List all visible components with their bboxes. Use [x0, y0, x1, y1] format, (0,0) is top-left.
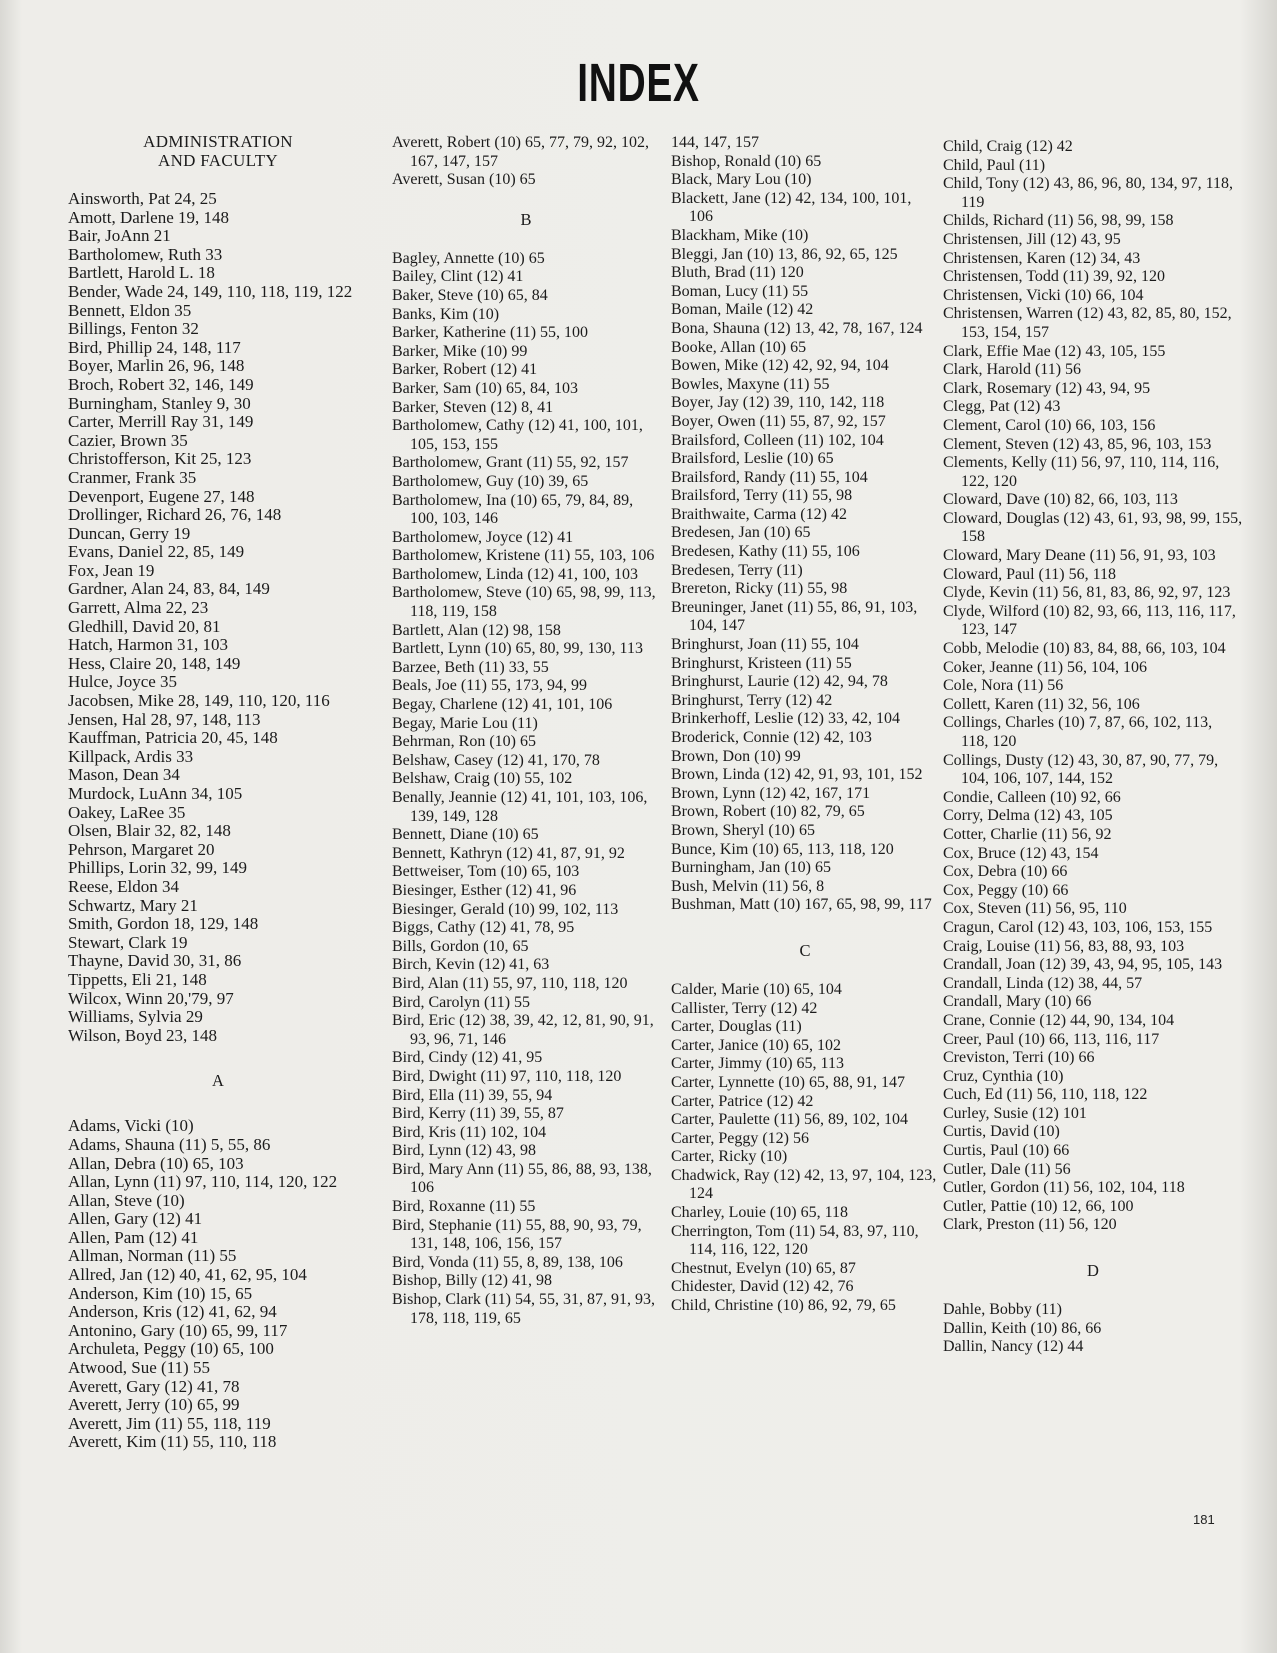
- index-entry: Carter, Lynnette (10) 65, 88, 91, 147: [671, 1073, 905, 1091]
- index-entry: Carter, Merrill Ray 31, 149: [68, 412, 254, 432]
- page-title: INDEX: [577, 53, 700, 113]
- index-entry: Dallin, Keith (10) 86, 66: [943, 1319, 1102, 1337]
- index-entry: Craig, Louise (11) 56, 83, 88, 93, 103: [943, 937, 1185, 955]
- index-entry: Killpack, Ardis 33: [68, 746, 194, 766]
- index-entry: Behrman, Ron (10) 65: [392, 733, 536, 751]
- index-entry: Bona, Shauna (12) 13, 42, 78, 167, 124: [671, 319, 923, 337]
- index-entry: Child, Tony (12) 43, 86, 96, 80, 134, 97, 118, 119: [943, 175, 1237, 211]
- index-entry: Biesinger, Gerald (10) 99, 102, 113: [392, 900, 619, 918]
- index-entry: Coker, Jeanne (11) 56, 104, 106: [943, 658, 1148, 676]
- index-entry: Burningham, Jan (10) 65: [671, 859, 831, 877]
- index-entry: Archuleta, Peggy (10) 65, 100: [68, 1339, 274, 1359]
- index-entry: Allred, Jan (12) 40, 41, 62, 95, 104: [68, 1265, 307, 1285]
- index-entry: Ainsworth, Pat 24, 25: [68, 189, 217, 208]
- index-entry: Booke, Allan (10) 65: [671, 338, 807, 356]
- index-entry: Broderick, Connie (12) 42, 103: [671, 729, 872, 746]
- index-entry: Bishop, Clark (11) 54, 55, 31, 87, 91, 93, 178, 118, 119, 65: [392, 1291, 659, 1327]
- index-entry: Beals, Joe (11) 55, 173, 94, 99: [392, 677, 587, 695]
- index-entry: Blackett, Jane (12) 42, 134, 100, 101, 106: [671, 189, 916, 226]
- index-entry: Olsen, Blair 32, 82, 148: [68, 821, 231, 841]
- index-entry: Garrett, Alma 22, 23: [68, 598, 209, 618]
- index-entry: Bennett, Kathryn (12) 41, 87, 91, 92: [392, 844, 625, 862]
- index-entry: Bird, Lynn (12) 43, 98: [392, 1142, 536, 1160]
- index-entry: Bredesen, Jan (10) 65: [671, 524, 811, 542]
- index-entry: Tippetts, Eli 21, 148: [68, 969, 207, 989]
- index-entry: Boyer, Owen (11) 55, 87, 92, 157: [671, 412, 886, 430]
- index-entry: Bartlett, Harold L. 18: [68, 263, 215, 283]
- index-entry: Clark, Effie Mae (12) 43, 105, 155: [943, 342, 1166, 360]
- index-entry: Curtis, Paul (10) 66: [943, 1142, 1070, 1160]
- index-entry: Clyde, Wilford (10) 82, 93, 66, 113, 116, 117, 123, 147: [943, 602, 1240, 639]
- index-entry: Baker, Steve (10) 65, 84: [392, 286, 548, 304]
- index-entry: Boman, Maile (12) 42: [671, 301, 814, 319]
- index-entry: Cox, Peggy (10) 66: [943, 881, 1069, 899]
- index-entry: Bird, Vonda (11) 55, 8, 89, 138, 106: [392, 1253, 623, 1271]
- section-heading-c: C: [799, 940, 811, 960]
- index-entry: Black, Mary Lou (10): [671, 171, 812, 189]
- index-entry: Pehrson, Margaret 20: [68, 839, 215, 859]
- index-entry: Crandall, Mary (10) 66: [943, 993, 1092, 1011]
- index-entry: Allman, Norman (11) 55: [68, 1246, 237, 1266]
- index-entry: Kauffman, Patricia 20, 45, 148: [68, 728, 278, 748]
- index-entry: Barker, Mike (10) 99: [392, 342, 528, 360]
- index-entry: Bird, Roxanne (11) 55: [392, 1198, 536, 1216]
- a-entries-list: [68, 1117, 368, 1452]
- index-entry: Carter, Patrice (12) 42: [671, 1092, 814, 1110]
- index-entry: Creviston, Terri (10) 66: [943, 1049, 1095, 1067]
- index-entry: Anderson, Kim (10) 15, 65: [68, 1283, 253, 1303]
- index-entry: Barzee, Beth (11) 33, 55: [392, 658, 549, 676]
- index-entry: Wilson, Boyd 23, 148: [68, 1025, 218, 1045]
- index-entry: Bird, Carolyn (11) 55: [392, 993, 531, 1011]
- index-entry: Wilcox, Winn 20,'79, 97: [68, 988, 234, 1008]
- index-entry: Bartholomew, Ruth 33: [68, 244, 223, 264]
- index-entry: Thayne, David 30, 31, 86: [68, 951, 242, 971]
- index-entry: Chidester, David (12) 42, 76: [671, 1278, 854, 1296]
- index-entry: Bird, Dwight (11) 97, 110, 118, 120: [392, 1067, 622, 1085]
- c-continued-list: [943, 138, 1247, 1235]
- index-entry: Dahle, Bobby (11): [943, 1301, 1062, 1319]
- d-entries-list: [943, 1301, 1243, 1357]
- index-entry: Brown, Lynn (12) 42, 167, 171: [671, 784, 871, 802]
- index-entry: Bird, Alan (11) 55, 97, 110, 118, 120: [392, 974, 628, 992]
- index-entry: Fox, Jean 19: [68, 560, 155, 580]
- index-entry: Amott, Darlene 19, 148: [68, 207, 229, 227]
- index-entry: Collings, Charles (10) 7, 87, 66, 102, 113, 118, 120: [943, 714, 1217, 750]
- index-entry: Bennett, Diane (10) 65: [392, 826, 539, 844]
- index-entry: Clark, Preston (11) 56, 120: [943, 1216, 1117, 1234]
- index-entry: Callister, Terry (12) 42: [671, 999, 818, 1017]
- index-entry: Crandall, Linda (12) 38, 44, 57: [943, 974, 1143, 992]
- index-entry: Bushman, Matt (10) 167, 65, 98, 99, 117: [671, 896, 932, 914]
- b-entries-list: [392, 250, 660, 1328]
- index-entry: Collings, Dusty (12) 43, 30, 87, 90, 77, 79, 104, 106, 107, 144, 152: [943, 751, 1223, 788]
- index-entry: Cutler, Gordon (11) 56, 102, 104, 118: [943, 1179, 1185, 1197]
- index-entry: Cuch, Ed (11) 56, 110, 118, 122: [943, 1086, 1148, 1104]
- index-column-1: [68, 132, 368, 1452]
- index-entry: Hulce, Joyce 35: [68, 672, 178, 692]
- index-entry: Brailsford, Colleen (11) 102, 104: [671, 431, 884, 449]
- index-entry: Phillips, Lorin 32, 99, 149: [68, 858, 247, 878]
- index-entry: Atwood, Sue (11) 55: [68, 1358, 210, 1378]
- index-entry: Bird, Phillip 24, 148, 117: [68, 337, 241, 357]
- index-entry: Bird, Mary Ann (11) 55, 86, 88, 93, 138, 106: [392, 1160, 656, 1197]
- index-entry: Smith, Gordon 18, 129, 148: [68, 914, 259, 934]
- index-entry: Bartholomew, Cathy (12) 41, 100, 101, 105, 153, 155: [392, 417, 647, 453]
- index-entry: Begay, Charlene (12) 41, 101, 106: [392, 696, 613, 714]
- index-entry: Cazier, Brown 35: [68, 430, 188, 450]
- index-entry: Brereton, Ricky (11) 55, 98: [671, 580, 848, 598]
- index-entry: Bills, Gordon (10, 65: [392, 937, 529, 955]
- index-entry: Evans, Daniel 22, 85, 149: [68, 542, 245, 562]
- index-entry: Cloward, Douglas (12) 43, 61, 93, 98, 99, 155, 158: [943, 509, 1247, 546]
- index-entry: Calder, Marie (10) 65, 104: [671, 980, 842, 998]
- index-entry: Cloward, Dave (10) 82, 66, 103, 113: [943, 491, 1178, 509]
- index-entry: Brown, Don (10) 99: [671, 747, 801, 765]
- index-entry: Bartlett, Alan (12) 98, 158: [392, 621, 561, 639]
- index-entry: Broch, Robert 32, 146, 149: [68, 374, 254, 394]
- index-entry: Child, Paul (11): [943, 156, 1046, 174]
- index-entry: Anderson, Kris (12) 41, 62, 94: [68, 1302, 277, 1322]
- section-heading-b: B: [520, 209, 532, 229]
- index-entry: Bartholomew, Linda (12) 41, 100, 103: [392, 565, 639, 583]
- index-entry: Bird, Eric (12) 38, 39, 42, 12, 81, 90, 91, 93, 96, 71, 146: [392, 1012, 658, 1048]
- index-entry: Barker, Robert (12) 41: [392, 361, 538, 379]
- index-entry: Braithwaite, Carma (12) 42: [671, 505, 847, 523]
- index-entry: Clyde, Kevin (11) 56, 81, 83, 86, 92, 97, 123: [943, 584, 1231, 602]
- index-entry: Benally, Jeannie (12) 41, 101, 103, 106, 139, 149, 128: [392, 789, 652, 825]
- index-entry: Belshaw, Casey (12) 41, 170, 78: [392, 751, 600, 769]
- index-entry: Bartholomew, Ina (10) 65, 79, 84, 89, 100, 103, 146: [392, 491, 638, 528]
- index-entry: Boyer, Marlin 26, 96, 148: [68, 356, 245, 376]
- index-entry: Cutler, Dale (11) 56: [943, 1160, 1071, 1178]
- index-entry: Christensen, Jill (12) 43, 95: [943, 230, 1121, 248]
- index-entry: Christensen, Karen (12) 34, 43: [943, 249, 1141, 267]
- index-entry: Cloward, Mary Deane (11) 56, 91, 93, 103: [943, 547, 1216, 565]
- index-entry: Brown, Linda (12) 42, 91, 93, 101, 152: [671, 766, 923, 784]
- index-entry: Allen, Gary (12) 41: [68, 1209, 203, 1229]
- index-entry: Boman, Lucy (11) 55: [671, 282, 809, 300]
- index-entry: Bredesen, Terry (11): [671, 561, 803, 579]
- index-entry: Bush, Melvin (11) 56, 8: [671, 877, 825, 895]
- index-entry: Jensen, Hal 28, 97, 148, 113: [68, 709, 261, 729]
- faculty-list: [68, 190, 368, 1045]
- index-entry: Creer, Paul (10) 66, 113, 116, 117: [943, 1030, 1160, 1048]
- index-entry: Bartholomew, Guy (10) 39, 65: [392, 472, 589, 490]
- index-entry: Cox, Debra (10) 66: [943, 863, 1068, 881]
- index-entry: Bishop, Ronald (10) 65: [671, 152, 822, 170]
- index-entry: Bleggi, Jan (10) 13, 86, 92, 65, 125: [671, 245, 898, 263]
- index-entry: Bringhurst, Kristeen (11) 55: [671, 654, 852, 672]
- index-entry: Jacobsen, Mike 28, 149, 110, 120, 116: [68, 691, 330, 711]
- index-entry: Condie, Calleen (10) 92, 66: [943, 788, 1121, 806]
- index-entry: Adams, Vicki (10): [68, 1116, 194, 1136]
- index-entry: Bartholomew, Steve (10) 65, 98, 99, 113, 118, 119, 158: [392, 584, 660, 621]
- index-entry: Clark, Harold (11) 56: [943, 361, 1082, 379]
- index-entry: Cox, Steven (11) 56, 95, 110: [943, 900, 1127, 918]
- index-entry: Cherrington, Tom (11) 54, 83, 97, 110, 114, 116, 122, 120: [671, 1222, 923, 1259]
- index-entry: Christensen, Vicki (10) 66, 104: [943, 286, 1144, 304]
- index-entry: Bluth, Brad (11) 120: [671, 264, 804, 282]
- index-entry: Bender, Wade 24, 149, 110, 118, 119, 122: [68, 281, 353, 301]
- index-entry: Brown, Robert (10) 82, 79, 65: [671, 803, 865, 821]
- index-entry: Bird, Stephanie (11) 55, 88, 90, 93, 79, 131, 148, 106, 156, 157: [392, 1216, 646, 1253]
- index-entry: Barker, Sam (10) 65, 84, 103: [392, 379, 578, 397]
- page-number: 181: [1193, 1512, 1215, 1527]
- index-entry: Barker, Katherine (11) 55, 100: [392, 324, 589, 342]
- index-entry: Allan, Steve (10): [68, 1190, 185, 1210]
- index-entry: Cranmer, Frank 35: [68, 467, 197, 487]
- index-entry: Crandall, Joan (12) 39, 43, 94, 95, 105, 143: [943, 956, 1223, 974]
- index-entry: Stewart, Clark 19: [68, 932, 188, 952]
- index-entry: Carter, Paulette (11) 56, 89, 102, 104: [671, 1111, 908, 1129]
- index-entry: Banks, Kim (10): [392, 305, 500, 323]
- index-entry: Hatch, Harmon 31, 103: [68, 635, 229, 655]
- index-entry: Charley, Louie (10) 65, 118: [671, 1204, 848, 1222]
- index-entry: Murdock, LuAnn 34, 105: [68, 784, 243, 803]
- index-entry: Blackham, Mike (10): [671, 226, 809, 244]
- index-entry: Carter, Douglas (11): [671, 1018, 802, 1036]
- index-entry: Cutler, Pattie (10) 12, 66, 100: [943, 1197, 1134, 1215]
- index-entry: Childs, Richard (11) 56, 98, 99, 158: [943, 212, 1174, 230]
- index-entry: Corry, Delma (12) 43, 105: [943, 807, 1113, 825]
- index-entry: Crane, Connie (12) 44, 90, 134, 104: [943, 1011, 1175, 1029]
- index-entry: Cruz, Cynthia (10): [943, 1067, 1064, 1085]
- index-entry: Cox, Bruce (12) 43, 154: [943, 844, 1099, 862]
- index-entry: Child, Christine (10) 86, 92, 79, 65: [671, 1297, 896, 1315]
- index-entry: Clement, Carol (10) 66, 103, 156: [943, 416, 1156, 434]
- index-entry: Adams, Shauna (11) 5, 55, 86: [68, 1134, 271, 1154]
- index-entry: Christofferson, Kit 25, 123: [68, 449, 252, 469]
- index-entry: Averett, Jerry (10) 65, 99: [68, 1395, 240, 1415]
- index-entry: Gledhill, David 20, 81: [68, 616, 221, 636]
- index-entry: Bailey, Clint (12) 41: [392, 268, 524, 286]
- index-entry: Cole, Nora (11) 56: [943, 677, 1064, 695]
- index-entry: Williams, Sylvia 29: [68, 1007, 203, 1027]
- index-entry: Bringhurst, Joan (11) 55, 104: [671, 636, 859, 654]
- index-entry: Mason, Dean 34: [68, 765, 180, 785]
- index-entry: Child, Craig (12) 42: [943, 138, 1073, 155]
- section-heading-faculty: AND FACULTY: [158, 151, 278, 170]
- index-entry: Bringhurst, Laurie (12) 42, 94, 78: [671, 673, 888, 691]
- index-entry: 144, 147, 157: [671, 134, 759, 151]
- index-entry: Duncan, Gerry 19: [68, 523, 191, 543]
- index-entry: Chadwick, Ray (12) 42, 13, 97, 104, 123, 124: [671, 1166, 941, 1203]
- index-entry: Carter, Ricky (10): [671, 1148, 788, 1166]
- index-entry: Hess, Claire 20, 148, 149: [68, 653, 241, 673]
- index-entry: Biesinger, Esther (12) 41, 96: [392, 881, 577, 899]
- index-entry: Reese, Eldon 34: [68, 876, 179, 896]
- index-entry: Chestnut, Evelyn (10) 65, 87: [671, 1259, 856, 1277]
- index-entry: Christensen, Warren (12) 43, 82, 85, 80, 152, 153, 154, 157: [943, 305, 1236, 341]
- index-entry: Cragun, Carol (12) 43, 103, 106, 153, 155: [943, 918, 1213, 936]
- b-continued-list: [671, 134, 939, 915]
- index-entry: Averett, Kim (11) 55, 110, 118: [68, 1432, 277, 1452]
- index-entry: Bringhurst, Terry (12) 42: [671, 691, 833, 709]
- section-heading-d: D: [1087, 1261, 1099, 1281]
- index-entry: Billings, Fenton 32: [68, 319, 199, 339]
- index-entry: Carter, Peggy (12) 56: [671, 1129, 809, 1147]
- a-continued-list: [392, 134, 660, 190]
- index-entry: Cobb, Melodie (10) 83, 84, 88, 66, 103, 104: [943, 640, 1226, 658]
- index-entry: Christensen, Todd (11) 39, 92, 120: [943, 268, 1165, 286]
- index-entry: Averett, Jim (11) 55, 118, 119: [68, 1413, 271, 1433]
- index-entry: Gardner, Alan 24, 83, 84, 149: [68, 579, 270, 599]
- c-entries-list: [671, 981, 939, 1316]
- index-entry: Biggs, Cathy (12) 41, 78, 95: [392, 919, 575, 937]
- index-column-4: [943, 138, 1247, 1357]
- index-entry: Burningham, Stanley 9, 30: [68, 393, 251, 413]
- index-column-2: [392, 134, 660, 1328]
- index-entry: Brailsford, Leslie (10) 65: [671, 450, 834, 468]
- index-entry: Bird, Cindy (12) 41, 95: [392, 1049, 543, 1067]
- index-entry: Clark, Rosemary (12) 43, 94, 95: [943, 379, 1151, 397]
- index-entry: Bartholomew, Grant (11) 55, 92, 157: [392, 454, 629, 472]
- index-entry: Brailsford, Terry (11) 55, 98: [671, 487, 853, 505]
- index-entry: Clegg, Pat (12) 43: [943, 398, 1061, 416]
- index-entry: Allan, Lynn (11) 97, 110, 114, 120, 122: [68, 1172, 338, 1192]
- index-entry: Belshaw, Craig (10) 55, 102: [392, 770, 573, 788]
- index-entry: Bartlett, Lynn (10) 65, 80, 99, 130, 113: [392, 640, 643, 658]
- section-heading-a: A: [212, 1071, 224, 1091]
- index-entry: Clement, Steven (12) 43, 85, 96, 103, 153: [943, 435, 1212, 453]
- index-entry: Drollinger, Richard 26, 76, 148: [68, 505, 282, 525]
- index-entry: Carter, Jimmy (10) 65, 113: [671, 1055, 844, 1073]
- index-entry: Bagley, Annette (10) 65: [392, 249, 545, 267]
- index-entry: Bowles, Maxyne (11) 55: [671, 375, 830, 393]
- index-entry: Bunce, Kim (10) 65, 113, 118, 120: [671, 840, 894, 858]
- index-entry: Dallin, Nancy (12) 44: [943, 1338, 1084, 1356]
- index-entry: Bartholomew, Kristene (11) 55, 103, 106: [392, 547, 655, 565]
- index-entry: Bishop, Billy (12) 41, 98: [392, 1272, 553, 1290]
- index-entry: Barker, Steven (12) 8, 41: [392, 398, 554, 416]
- index-entry: Cloward, Paul (11) 56, 118: [943, 565, 1117, 583]
- index-entry: Averett, Robert (10) 65, 77, 79, 92, 102, 167, 147, 157: [392, 134, 653, 170]
- index-entry: Bredesen, Kathy (11) 55, 106: [671, 543, 860, 561]
- index-entry: Boyer, Jay (12) 39, 110, 142, 118: [671, 394, 885, 412]
- index-entry: Carter, Janice (10) 65, 102: [671, 1036, 841, 1054]
- index-entry: Begay, Marie Lou (11): [392, 714, 538, 732]
- index-entry: Bird, Kris (11) 102, 104: [392, 1123, 547, 1141]
- index-entry: Antonino, Gary (10) 65, 99, 117: [68, 1320, 288, 1340]
- index-entry: Allan, Debra (10) 65, 103: [68, 1153, 244, 1173]
- index-entry: Allen, Pam (12) 41: [68, 1227, 199, 1247]
- index-column-3: [671, 134, 939, 1316]
- index-entry: Collett, Karen (11) 32, 56, 106: [943, 695, 1140, 713]
- index-entry: Bartholomew, Joyce (12) 41: [392, 528, 574, 546]
- index-entry: Cotter, Charlie (11) 56, 92: [943, 825, 1112, 843]
- index-entry: Averett, Susan (10) 65: [392, 171, 536, 189]
- index-entry: Bird, Ella (11) 39, 55, 94: [392, 1086, 553, 1104]
- index-entry: Bowen, Mike (12) 42, 92, 94, 104: [671, 357, 889, 375]
- index-entry: Schwartz, Mary 21: [68, 895, 198, 915]
- index-entry: Brown, Sheryl (10) 65: [671, 821, 815, 839]
- section-heading-administration: ADMINISTRATION: [143, 132, 293, 151]
- index-entry: Bennett, Eldon 35: [68, 300, 192, 320]
- index-entry: Averett, Gary (12) 41, 78: [68, 1376, 240, 1396]
- index-entry: Bair, JoAnn 21: [68, 226, 171, 246]
- index-entry: Bird, Kerry (11) 39, 55, 87: [392, 1105, 564, 1123]
- index-entry: Curtis, David (10): [943, 1123, 1060, 1141]
- index-entry: Breuninger, Janet (11) 55, 86, 91, 103, 104, 147: [671, 598, 922, 635]
- index-entry: Bettweiser, Tom (10) 65, 103: [392, 863, 580, 881]
- index-entry: Birch, Kevin (12) 41, 63: [392, 956, 550, 974]
- index-entry: Clements, Kelly (11) 56, 97, 110, 114, 116, 122, 120: [943, 454, 1224, 490]
- index-entry: Brailsford, Randy (11) 55, 104: [671, 468, 868, 486]
- index-entry: Curley, Susie (12) 101: [943, 1104, 1087, 1122]
- index-entry: Devenport, Eugene 27, 148: [68, 486, 255, 506]
- index-entry: Brinkerhoff, Leslie (12) 33, 42, 104: [671, 710, 900, 728]
- index-entry: Oakey, LaRee 35: [68, 802, 186, 822]
